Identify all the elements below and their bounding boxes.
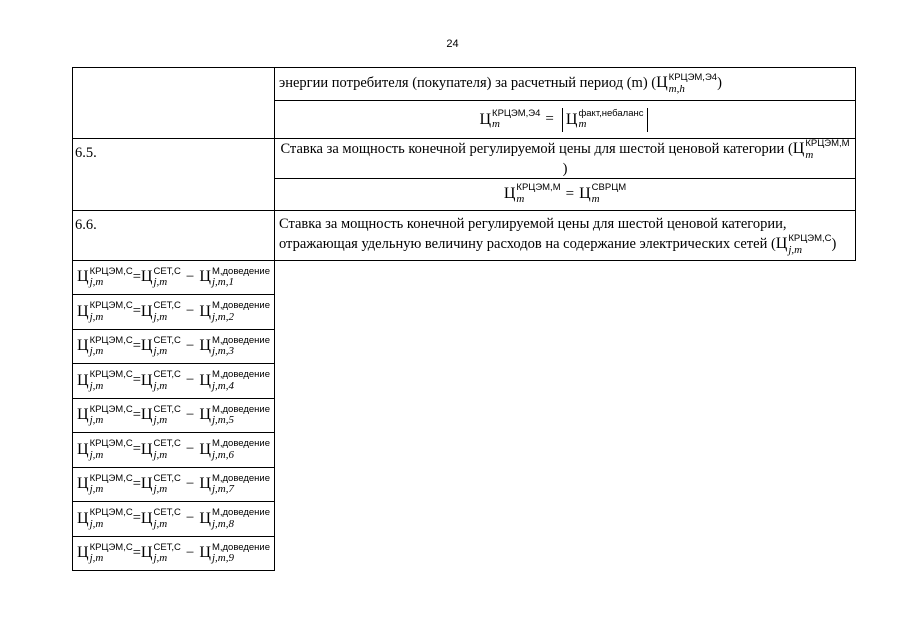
formula-cell [275,178,856,210]
price-symbol: Ц [140,544,153,562]
price-symbol: Ц [77,371,89,389]
superscript: М,доведение [211,472,270,484]
price-symbol: Ц [140,302,153,320]
subscript: j,m [89,276,104,288]
formula-cell [73,467,275,502]
equals-sign: = [565,185,575,202]
superscript: СЕТ,С [153,472,181,484]
minus-sign: − [185,337,195,354]
subscript: j,m,1 [211,276,234,288]
subscript: j,m [153,517,168,530]
price-symbol: Ц [140,268,153,286]
price-symbol: Ц [140,440,153,458]
subscript: j,m [153,276,168,288]
price-symbol: Ц [775,235,788,253]
close-paren: ) [562,160,568,177]
price-symbol: Ц [199,440,211,458]
formula-cell [73,433,275,468]
subscript: j,m,6 [211,448,234,461]
row-number-cell [73,68,275,139]
superscript: КРЦЭМ,С [89,369,133,380]
minus-sign: − [185,372,195,389]
formula-cell [73,260,275,295]
price-symbol: Ц [199,371,211,389]
superscript: М,доведение [211,369,270,380]
superscript: КРЦЭМ,С [788,233,832,245]
price-symbol: Ц [199,475,211,493]
subscript: j,m [788,243,803,256]
superscript: СЕТ,С [153,403,181,415]
subscript: j,m [153,345,168,357]
minus-sign: − [185,510,195,527]
superscript: СЕТ,С [153,507,181,518]
subscript: m [805,148,814,161]
superscript: КРЦЭМ,М [516,182,561,194]
row-text-energy [275,68,856,101]
price-symbol: Ц [140,475,153,493]
price-symbol: Ц [77,337,89,355]
subscript: m [516,192,525,205]
minus-sign: − [185,268,195,285]
superscript: КРЦЭМ,М [805,138,850,149]
close-paren: ) [717,75,722,92]
superscript: КРЦЭМ,С [89,265,133,277]
superscript: М,доведение [211,541,270,553]
superscript: М,доведение [211,265,270,277]
subscript: j,m [89,448,104,461]
price-symbol: Ц [77,406,89,424]
price-symbol: Ц [140,337,153,355]
superscript: КРЦЭМ,С [89,300,133,311]
table-row [73,398,856,433]
formula-cell [73,536,275,571]
table-row [73,295,856,330]
price-symbol: Ц [77,544,89,562]
formula-cell [73,329,275,364]
superscript: М,доведение [211,334,270,346]
superscript: СЕТ,С [153,300,181,311]
equals-sign: = [132,544,141,561]
row-text: Ставка за мощность конечной регулируемой цены для шестой ценовой категории ( [280,141,793,158]
equals-sign: = [132,372,141,389]
superscript: СЕТ,С [153,265,181,277]
table-row [73,467,856,502]
equals-sign: = [545,111,554,127]
equals-sign: = [132,406,141,423]
subscript: j,m [89,552,104,564]
subscript: j,m,2 [211,310,234,323]
superscript: М,доведение [211,438,270,449]
row-text: энергии потребителя (покупателя) за расчетный период (m) ( [279,75,657,92]
subscript: m [492,118,500,131]
superscript: СЕТ,С [153,369,181,380]
subscript: j,m,3 [211,345,234,357]
superscript: СВРЦМ [591,182,627,194]
table-row [73,433,856,468]
equals-sign: = [132,268,141,285]
subscript: j,m,7 [211,483,234,495]
subscript: j,m [153,414,168,426]
price-symbol: Ц [792,140,805,158]
price-symbol: Ц [77,440,89,458]
subscript: j,m [89,517,104,530]
superscript: КРЦЭМ,Э4 [492,107,541,119]
formula-cell [73,398,275,433]
row-text-network-rate [275,210,856,260]
subscript: j,m,8 [211,517,234,530]
row-number-cell: 6.5. [73,139,275,211]
price-symbol: Ц [503,185,516,202]
table-row [73,364,856,399]
superscript: КРЦЭМ,С [89,403,133,415]
equals-sign: = [132,510,141,527]
price-symbol: Ц [199,337,211,355]
price-symbol: Ц [656,74,668,92]
table-row [73,139,856,179]
superscript: СЕТ,С [153,334,181,346]
row-number-cell: 6.6. [73,210,275,260]
minus-sign: − [185,475,195,492]
formula-cell [73,502,275,537]
subscript: j,m [89,345,104,357]
superscript: КРЦЭМ,С [89,472,133,484]
equals-sign: = [132,475,141,492]
price-symbol: Ц [199,544,211,562]
equals-sign: = [132,303,141,320]
table-row [73,210,856,260]
subscript: j,m [153,310,168,323]
price-symbol: Ц [479,110,492,128]
superscript: КРЦЭМ,С [89,507,133,518]
subscript: j,m [89,379,104,392]
formula-cell [73,364,275,399]
subscript: j,m [89,414,104,426]
superscript: КРЦЭМ,Э4 [668,72,718,84]
table-row [73,260,856,295]
abs-bar-right [647,108,648,132]
subscript: m,h [668,82,685,95]
subscript: j,m [153,448,168,461]
subscript: j,m [153,483,168,495]
subscript: j,m,5 [211,414,234,426]
equals-sign: = [132,337,141,354]
subscript: m [578,118,587,131]
price-symbol: Ц [140,509,153,527]
abs-bar-left [562,108,563,132]
subscript: j,m [153,379,168,392]
superscript: М,доведение [211,300,270,311]
formula-cell [73,295,275,330]
formula-cell [275,101,856,139]
subscript: j,m [89,483,104,495]
table-row [73,68,856,101]
row-text: Ставка за мощность конечной регулируемой цены для шестой ценовой категории, отражающая удельную величину расходов на содержание электрических сетей ( [279,216,787,253]
price-symbol: Ц [77,302,89,320]
table-row [73,502,856,537]
superscript: СЕТ,С [153,541,181,553]
price-symbol: Ц [77,268,89,286]
minus-sign: − [185,406,195,423]
price-symbol: Ц [140,406,153,424]
minus-sign: − [185,303,195,320]
price-symbol: Ц [140,371,153,389]
equals-sign: = [132,441,141,458]
minus-sign: − [185,544,195,561]
superscript: М,доведение [211,507,270,518]
price-symbol: Ц [579,185,591,202]
price-symbol: Ц [77,475,89,493]
page-number: 24 [446,38,459,50]
tariff-table [72,67,856,571]
subscript: j,m,4 [211,379,234,392]
price-symbol: Ц [199,302,211,320]
superscript: СЕТ,С [153,438,181,449]
close-paren: ) [831,236,837,253]
superscript: КРЦЭМ,С [89,334,133,346]
minus-sign: − [185,441,195,458]
subscript: j,m [153,552,168,564]
price-symbol: Ц [199,406,211,424]
price-symbol: Ц [565,110,578,128]
price-symbol: Ц [77,509,89,527]
table-row [73,329,856,364]
row-text-capacity-rate [275,139,856,179]
price-symbol: Ц [199,509,211,527]
superscript: КРЦЭМ,С [89,438,133,449]
superscript: факт,небаланс [578,107,644,119]
superscript: КРЦЭМ,С [89,541,133,553]
superscript: М,доведение [211,403,270,415]
subscript: m [591,192,600,205]
formula-rows [73,260,856,571]
table-row [73,536,856,571]
subscript: j,m [89,310,104,323]
subscript: j,m,9 [211,552,234,564]
price-symbol: Ц [199,268,211,286]
